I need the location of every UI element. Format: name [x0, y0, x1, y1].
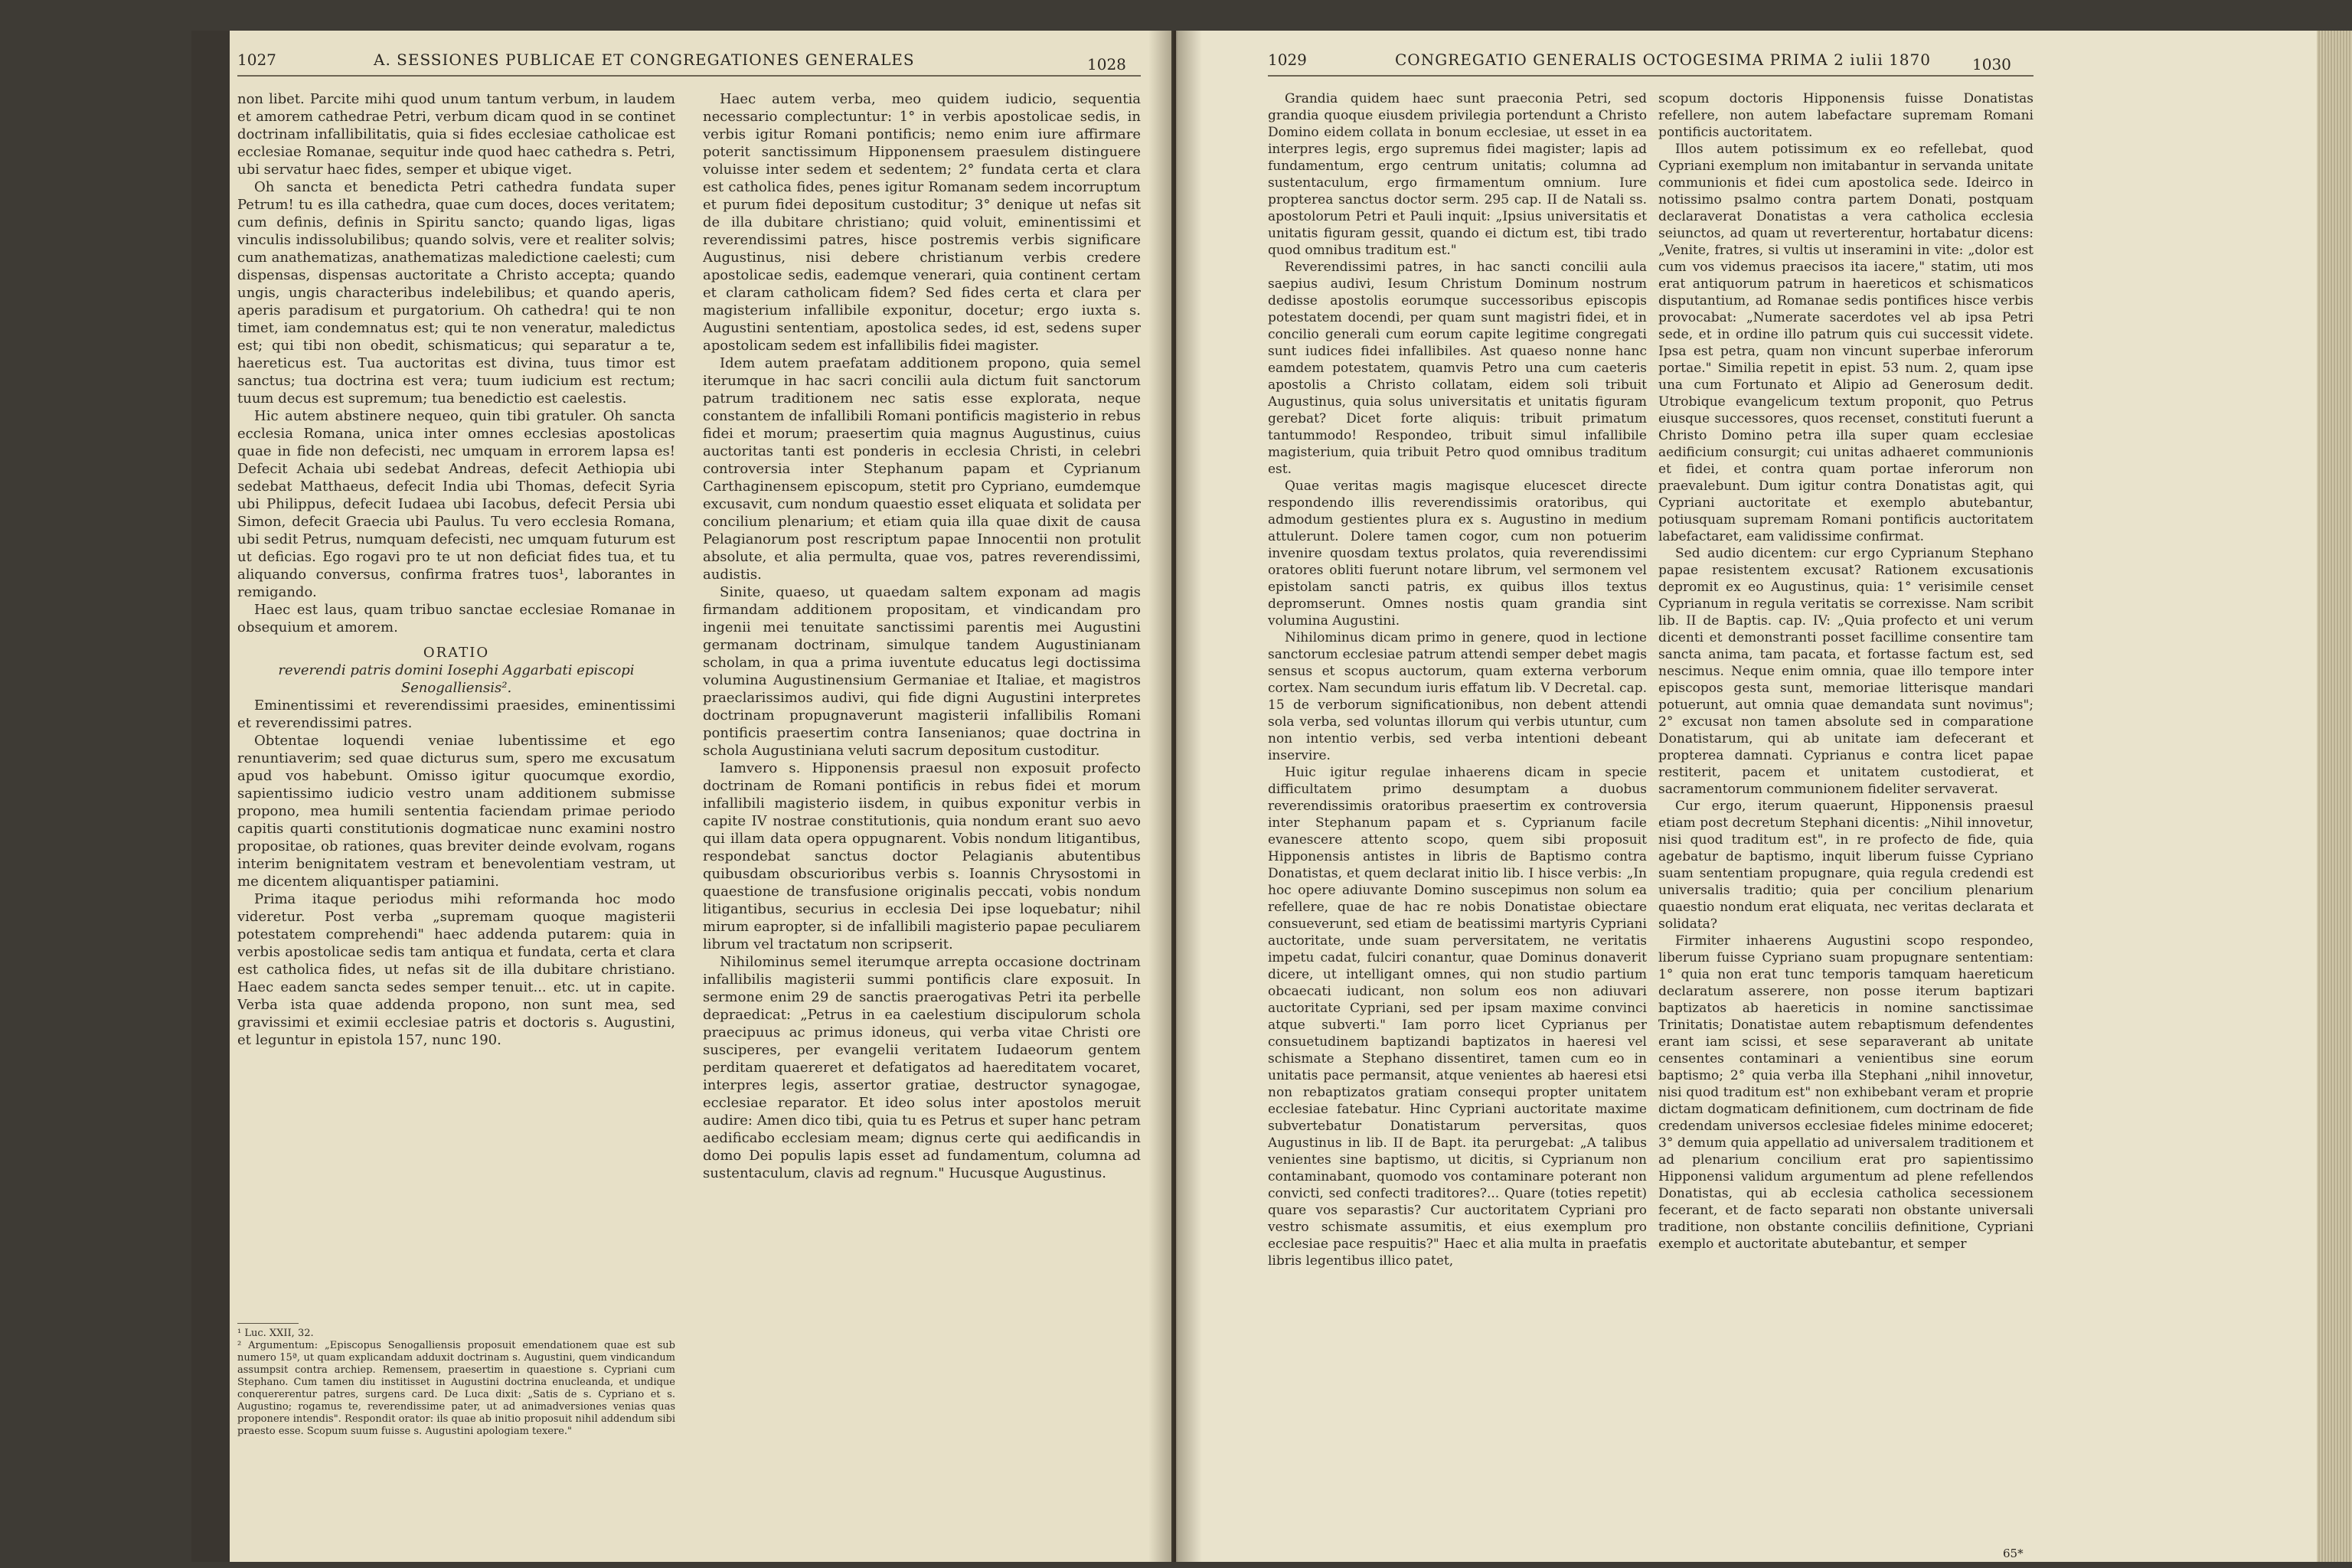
paragraph: Oh sancta et benedicta Petri cathedra fundata super Petrum! tu es illa cathedra, quae cum doces, doces veritatem; cum definis, definis in Spiritu sancto; quando ligas, ligas vinculis indissolubilibus; quando solvis, vere et realiter solvis; cum anathematizas, anathematizas maledictione caelesti; cum dispensas, dispensas auctoritate a Christo accepta; quando ungis, ungis characteribus indelebilibus; et quando aperis, aperis paradisum et purgatorium. Oh cathedra! qui te non timet, iam condemnatus est; qui te non veneratur, maledictus est; qui tibi non obedit, schismaticus; qui separatur a te, haereticus est. Tua auctoritas est divina, tuus timor est sanctus; tua doctrina est vera; tuum iudicium est rectum; tuum decus est supremum; tua benedictio est caelestis. — [237, 179, 675, 407]
book-edge-left — [191, 31, 230, 1562]
paragraph: scopum doctoris Hipponensis fuisse Donatistas refellere, non autem labefactare supremam Romani pontificis auctoritatem. — [1658, 91, 2034, 140]
paragraph: Iamvero s. Hipponensis praesul non exposuit profecto doctrinam de Romani pontificis in rebus fidei et morum infallibili magisterio iisdem, in quibus exponitur verbis in capite IV nostrae constitutionis, quia nondum erant suo aevo qui illam data opera oppugnarent. Vobis nondum litigantibus, respondebat sanctus doctor Pelagianis abutentibus quibusdam obscurioribus verbis s. Ioannis Chrysostomi in quaestione de transfusione originalis peccati, vobis nondum litigantibus, securius in ecclesia Dei ipse loquebatur; nihil mirum eapropter, si de infallibili magisterio papae peculiarem librum vel tractatum non scripserit. — [703, 760, 1141, 952]
paragraph: Reverendissimi patres, in hac sancti concilii aula saepius audivi, Iesum Christum Dominum nostrum dedisse apostolis eorumque successoribus episcopis potestatem docendi, per quam sunt magistri fidei, et in concilio generali cum eorum capite legitime congregati sunt iudices fidei infallibiles. Ast quaeso nonne hanc eamdem potestatem, quamvis Petro una cum caeteris apostolis a Christo collatam, eidem soli tribuit Augustinus, quia solus universitatis et unitatis figuram gerebat? Dicet forte aliquis: tribuit primatum tantummodo! Respondeo, tribuit simul infallibile magisterium, quia tribuit Petro quod omnibus traditum est. — [1268, 260, 1647, 477]
footnote-1: ¹ Luc. XXII, 32. — [237, 1328, 314, 1339]
footnote-rule — [237, 1323, 299, 1324]
paragraph: Huic igitur regulae inhaerens dicam in specie difficultatem primo desumptam a duobus reverendissimis oratoribus praesertim ex controversia inter Stephanum papam et s. Cyprianum facile evanescere attento scopo, quem sibi proposuit Hipponensis antistes in libris de Baptismo contra Donatistas, et quem declarat initio lib. I hisce verbis: „In hoc opere adiuvante Domino suscepimus non solum ea refellere, quae de hac re nobis Donatistae obiectare consueverunt, sed etiam de beatissimi martyris Cypriani auctoritate, unde suam perversitatem, ne veritatis impetu cadat, fulciri conantur, quae Dominus donaverit dicere, ut intelligant omnes, qui non studio partium obcaecati iudicant, non solum eos non adiuvari auctoritate Cypriani, sed per ipsam maxime convinci atque subverti." Iam porro licet Cyprianus per consuetudinem baptizandi baptizatos in haeresi vel schismate a Stephano dissentiret, tamen cum eo in unitatis pace permansit, atque venientes ab haeresi etsi non rebaptizatos gratiam consequi propter unitatem ecclesiae fatebatur. Hinc Cypriani auctoritate maxime subvertebatur Donatistarum perversitas, quos Augustinus in lib. II de Bapt. ita perurgebat: „A talibus venientes sine baptismo, ut dicitis, si Cyprianum non contaminabant, quomodo vos contaminare poterant non convicti, sed confecti traditores?... Quare (toties repetit) quare vos separastis? Cur auctoritatem Cypriani pro vestro schismate assumitis, et eius exemplum pro ecclesiae pace respuitis?" Haec et alia multa in praefatis libris legentibus illico patet, — [1268, 765, 1647, 1269]
page-number-1028: 1028 — [1087, 55, 1126, 74]
left-page-column-2 — [703, 90, 1141, 1545]
paragraph: Cur ergo, iterum quaerunt, Hipponensis praesul etiam post decretum Stephani dicentis: „Nihil innovetur, nisi quod traditum est", in re profecto de fide, quia agebatur de baptismo, inquit liberum fuisse Cypriano suam sententiam propugnare, quia regula credendi est universalis traditio; quia per concilium plenarium quaestio nondum erat eliquata, nec veritas declarata et solidata? — [1658, 799, 2034, 932]
paragraph: Illos autem potissimum ex eo refellebat, quod Cypriani exemplum non imitabantur in servanda unitate communionis et fidei cum apostolica sede. Ideirco in notissimo psalmo contra partem Donati, postquam declaraverat Donatistas a vera catholica ecclesia seiunctos, ad quam ut reverterentur, hortabatur dicens: „Venite, fratres, si vultis ut inseramini in vite: „dolor est cum vos videmus praecisos ita iacere," statim, uti mos erat antiquorum patrum in haereticos et schismaticos disputantium, ad Romanae sedis pontifices hisce verbis provocabat: „Numerate sacerdotes vel ab ipsa Petri sede, et in ordine illo patrum quis cui successit videte. Ipsa est petra, quam non vincunt superbae inferorum portae." Similia repetit in epist. 53 num. 2, quam ipse una cum Fortunato et Alipio ad Generosum dedit. Utrobique evangelicum textum proponit, quo Petrus eiusque successores, quos recenset, constituti fuerunt a Christo Domino petra illa super quam ecclesiae aedificium consurgit; cui unitas adhaeret communionis et fidei, et contra quam portae inferorum non praevalebunt. Dum igitur contra Donatistas agit, qui Cypriani auctoritate et exemplo abutebantur, potiusquam supremam Romani pontificis auctoritatem labefactaret, eam validissime confirmat. — [1658, 142, 2034, 544]
oratio-heading: ORATIO — [423, 645, 490, 661]
paragraph: Sed audio dicentem: cur ergo Cyprianum Stephano papae resistentem excusat? Rationem excusationis depromit ex eo Augustinus, quia: 1° verisimile censet Cyprianum in regula veritatis se correxisse. Nam scribit lib. II de Baptis. cap. IV: „Quia profecto et uni verum dicenti et demonstranti posset facillime consentire tam sancta anima, tam pacata, et fortasse factum est, sed nescimus. Neque enim omnia, quae illo tempore inter episcopos gesta sunt, memoriae litterisque mandari potuerunt, aut omnia quae demandata sunt novimus"; 2° excusat non tamen absolute sed in comparatione Donatistarum, qui ab unitate iam defecerant et propterea damnati. Cyprianus e contra licet papae restiterit, pacem et unitatem custodierat, et sacramentorum communionem fideliter servaverat. — [1658, 546, 2034, 797]
page-number-1029: 1029 — [1268, 51, 1307, 69]
paragraph: Grandia quidem haec sunt praeconia Petri, sed grandia quoque eiusdem privilegia portendunt a Christo Domino eidem collata in bonum ecclesiae, ut esset in ea interpres legis, ergo supremus fidei magister; lapis ad fundamentum, ergo centrum unitatis; columna ad sustentaculum, ergo firmamentum omnium. Iure propterea sanctus doctor serm. 295 cap. II de Natali ss. apostolorum Petri et Pauli inquit: „Ipsius universitatis et unitatis figuram gessit, quando ei dictum est, tibi trado quod omnibus traditum est." — [1268, 91, 1647, 258]
running-head-left: A. SESSIONES PUBLICAE ET CONGREGATIONES GENERALES — [374, 51, 915, 69]
footnotes — [237, 1328, 675, 1511]
paragraph: Haec autem verba, meo quidem iudicio, sequentia necessario complectuntur: 1° in verbis apostolicae sedis, in verbis igitur Romani pontificis; nemo enim iure affirmare poterit sanctissimum Hipponensem praesulem distinguere voluisse inter sedem et sedentem; 2° fundata certa et clara est catholica fides, penes igitur Romanam sedem incorruptum et purum fidei depositum custoditur; 3° denique ut nefas sit de illa dubitare christiano; quid voluit, eminentissimi et reverendissimi patres, hisce postremis verbis significare Augustinus, nisi debere christianum verbis credere apostolicae sedis, eademque venerari, quia continent certam et claram catholicam fidem? Sed fides certa et clara per magisterium infallibile exponitur, docetur; ergo iuxta s. Augustini sententiam, apostolica sedes, id est, sedens super apostolicam sedem est infallibilis fidei magister. — [703, 91, 1141, 354]
paragraph: Eminentissimi et reverendissimi praesides, eminentissimi et reverendissimi patres. — [237, 697, 675, 731]
oratio-subtitle: reverendi patris domini Iosephi Aggarbati episcopi Senogalliensis². — [278, 662, 635, 696]
right-page — [1176, 31, 2317, 1562]
left-page — [230, 31, 1171, 1562]
paragraph: Sinite, quaeso, ut quaedam saltem exponam ad magis firmandam additionem propositam, et vindicandam pro ingenii mei tenuitate sanctissimi parentis mei Augustini germanam doctrinam, simulque tandem Augustinianam scholam, in qua a prima iuventute educatus legi doctissima volumina Augustinensium Germaniae et Italiae, et magistros praeclarissimos audivi, qui fide digni Augustini interpretes doctrinam propugnaverunt magisterii infallibilis Romani pontificis praesertim contra Iansenianos; quae doctrina in schola Augustiniana veluti sacrum depositum custoditur. — [703, 584, 1141, 759]
right-page-column-1 — [1268, 90, 1647, 1545]
running-head-right: CONGREGATIO GENERALIS OCTOGESIMA PRIMA 2 iulii 1870 — [1395, 51, 1931, 69]
paragraph: Nihilominus semel iterumque arrepta occasione doctrinam infallibilis magisterii summi pontificis clare exposuit. In sermone enim 29 de sanctis praerogativas Petri ita perbelle depraedicat: „Petrus in ea caelestium discipulorum schola praecipuus ac primus idoneus, qui verba vitae Christi ore susciperes, per evangelii veritatem Iudaeorum gentem perditam quaereret et defatigatos ad haereditatem vocaret, interpres legis, assertor gratiae, destructor synagogae, ecclesiae reparator. Et ideo solus inter apostolos meruit audire: Amen dico tibi, quia tu es Petrus et super hanc petram aedificabo ecclesiam meam; dignus certe qui aedificandis in domo Dei populis lapis esset ad fundamentum, columna ad sustentaculum, clavis ad regnum." Hucusque Augustinus. — [703, 954, 1141, 1181]
paragraph: Nihilominus dicam primo in genere, quod in lectione sanctorum ecclesiae patrum attendi semper debet magis sensus et scopus auctorum, quam externa verborum cortex. Nam secundum iuris effatum lib. V Decretal. cap. 15 de verborum significationibus, non debent attendi sola verba, sed voluntas illorum qui verbis utuntur, cum non intentio verbis, sed verba intentioni debeant inservire. — [1268, 630, 1647, 763]
header-rule — [1268, 75, 2034, 77]
signature-mark: 65* — [2003, 1547, 2024, 1560]
page-number-1030: 1030 — [1972, 55, 2011, 74]
paragraph: Idem autem praefatam additionem propono, quia semel iterumque in hac sacri concilii aula dictum fuit sanctorum patrum traditionem nec satis esse explorata, neque constantem de infallibili Romani pontificis magisterio in rebus fidei et morum; praesertim quia magnus Augustinus, cuius auctoritas tanti est ponderis in ecclesia Christi, in celebri controversia inter Stephanum papam et Cyprianum Carthaginensem episcopum, stetit pro Cypriano, eumdemque excusavit, cum nondum quaestio esset eliquata et solidata per concilium plenarium; et etiam quia illa quae dixit de causa Pelagianorum post rescriptum papae Innocentii non protulit absolute, et alia permulta, quae vos, patres reverendissimi, audistis. — [703, 355, 1141, 583]
paragraph: non libet. Parcite mihi quod unum tantum verbum, in laudem et amorem cathedrae Petri, verbum dicam quod in se continet doctrinam infallibilitatis, quia si fides ecclesiae catholicae est ecclesiae Romanae, sequitur inde quod haec cathedra s. Petri, ubi servatur haec fides, semper et ubique viget. — [237, 91, 675, 178]
book-edge-right — [2317, 31, 2352, 1562]
paragraph: Firmiter inhaerens Augustini scopo respondeo, liberum fuisse Cypriano suam propugnare sententiam: 1° quia non erat tunc temporis tamquam haereticum declaratum asserere, non posse iterum baptizari baptizatos ab haereticis in nomine sanctissimae Trinitatis; Donatistae autem rebaptismum defendentes erant iam scissi, et sese separaverant ab unitate censentes contaminari a venientibus sine eorum baptismo; 2° quia verba illa Stephani „nihil innovetur, nisi quod traditum est" non exhibebant veram et proprie dictam dogmaticam definitionem, cum doctrinam de fide credendam universos ecclesiae fideles minime edoceret; 3° demum quia appellatio ad universalem traditionem et ad plenarium concilium erat pro sapientissimo Hipponensi validum argumentum ad plene refellendos Donatistas, qui ab ecclesia catholica secessionem fecerant, et de facto separati non obstante universali traditione, non obstante conciliis definitione, Cypriani exemplo et auctoritate abutebantur, et semper — [1658, 933, 2034, 1252]
header-rule — [237, 75, 1141, 77]
right-page-column-2 — [1658, 90, 2034, 1545]
book-gutter — [1148, 31, 1202, 1562]
paragraph: Haec est laus, quam tribuo sanctae ecclesiae Romanae in obsequium et amorem. — [237, 602, 675, 635]
paragraph: Quae veritas magis magisque elucescet directe respondendo illis reverendissimis oratoribus, qui admodum gestientes plura ex s. Augustino in medium attulerunt. Dolere tamen cogor, cum non potuerim invenire quosdam textus prolatos, quia reverendissimi oratores obliti fuerunt notare librum, vel sermonem vel epistolam sancti patris, ex quibus illos textus depromserunt. Omnes nostis quam grandia sint volumina Augustini. — [1268, 479, 1647, 629]
paragraph: Obtentae loquendi veniae lubentissime et ego renuntiaverim; sed quae dicturus sum, spero me excusatum apud vos habebunt. Omisso igitur quocumque exordio, sapientissimo iudicio vestro unam additionem submisse propono, mea humili sententia faciendam primae periodo capitis quarti constitutionis dogmaticae nunc examini nostro propositae, ob rationes, quas breviter deinde evolvam, rogans interim benignitatem vestram et benevolentiam vestram, ut me dicentem aliquantisper patiamini. — [237, 733, 675, 890]
left-page-column-1 — [237, 90, 675, 1315]
paragraph: Prima itaque periodus mihi reformanda hoc modo videretur. Post verba „supremam quoque magisterii potestatem comprehendi" haec addenda putarem: quia in verbis apostolicae sedis tam antiqua et fundata, certa et clara est catholica fides, ut nefas sit de illa dubitare christiano. Haec eadem sancta sedes semper tenuit... etc. ut in capite. Verba ista quae addenda propono, non sunt mea, sed gravissimi et eximii ecclesiae patris et doctoris s. Augustini, et leguntur in epistola 157, nunc 190. — [237, 891, 675, 1048]
paragraph: Hic autem abstinere nequeo, quin tibi gratuler. Oh sancta ecclesia Romana, unica inter omnes ecclesias apostolicas quae in fide non defecisti, nec umquam in errorem lapsa es! Defecit Achaia ubi sedebat Andreas, defecit Aethiopia ubi sedebat Matthaeus, defecit India ubi Thomas, defecit Syria ubi Philippus, defecit Iudaea ubi Iacobus, defecit Persia ubi Simon, defecit Graecia ubi Paulus. Tu vero ecclesia Romana, ubi sedit Petrus, numquam defecisti, nec umquam futurum est ut deficias. Ego rogavi pro te ut non deficiat fides tua, et tu aliquando conversus, confirma fratres tuos¹, laborantes in remigando. — [237, 408, 675, 600]
page-number-1027: 1027 — [237, 51, 276, 69]
footnote-2: ² Argumentum: „Episcopus Senogalliensis proposuit emendationem quae est sub numero 15ª, ut quam explicandam adduxit doctrinam s. Augustini, quem vindicandum assumpsit contra archiep. Remensem, praesertim in quaestione s. Cypriani cum Stephano. Cum tamen diu institisset in Augustini doctrina enucleanda, et undique conquererentur patres, surgens card. De Luca dixit: „Satis de s. Cypriano et s. Augustino; rogamus te, reverendissime pater, ut ad animadversiones venias quas proponere intendis". Respondit orator: ils quae ab initio proposuit nihil addendum sibi praesto esse. Scopum suum fuisse s. Augustini apologiam texere." — [237, 1340, 675, 1437]
